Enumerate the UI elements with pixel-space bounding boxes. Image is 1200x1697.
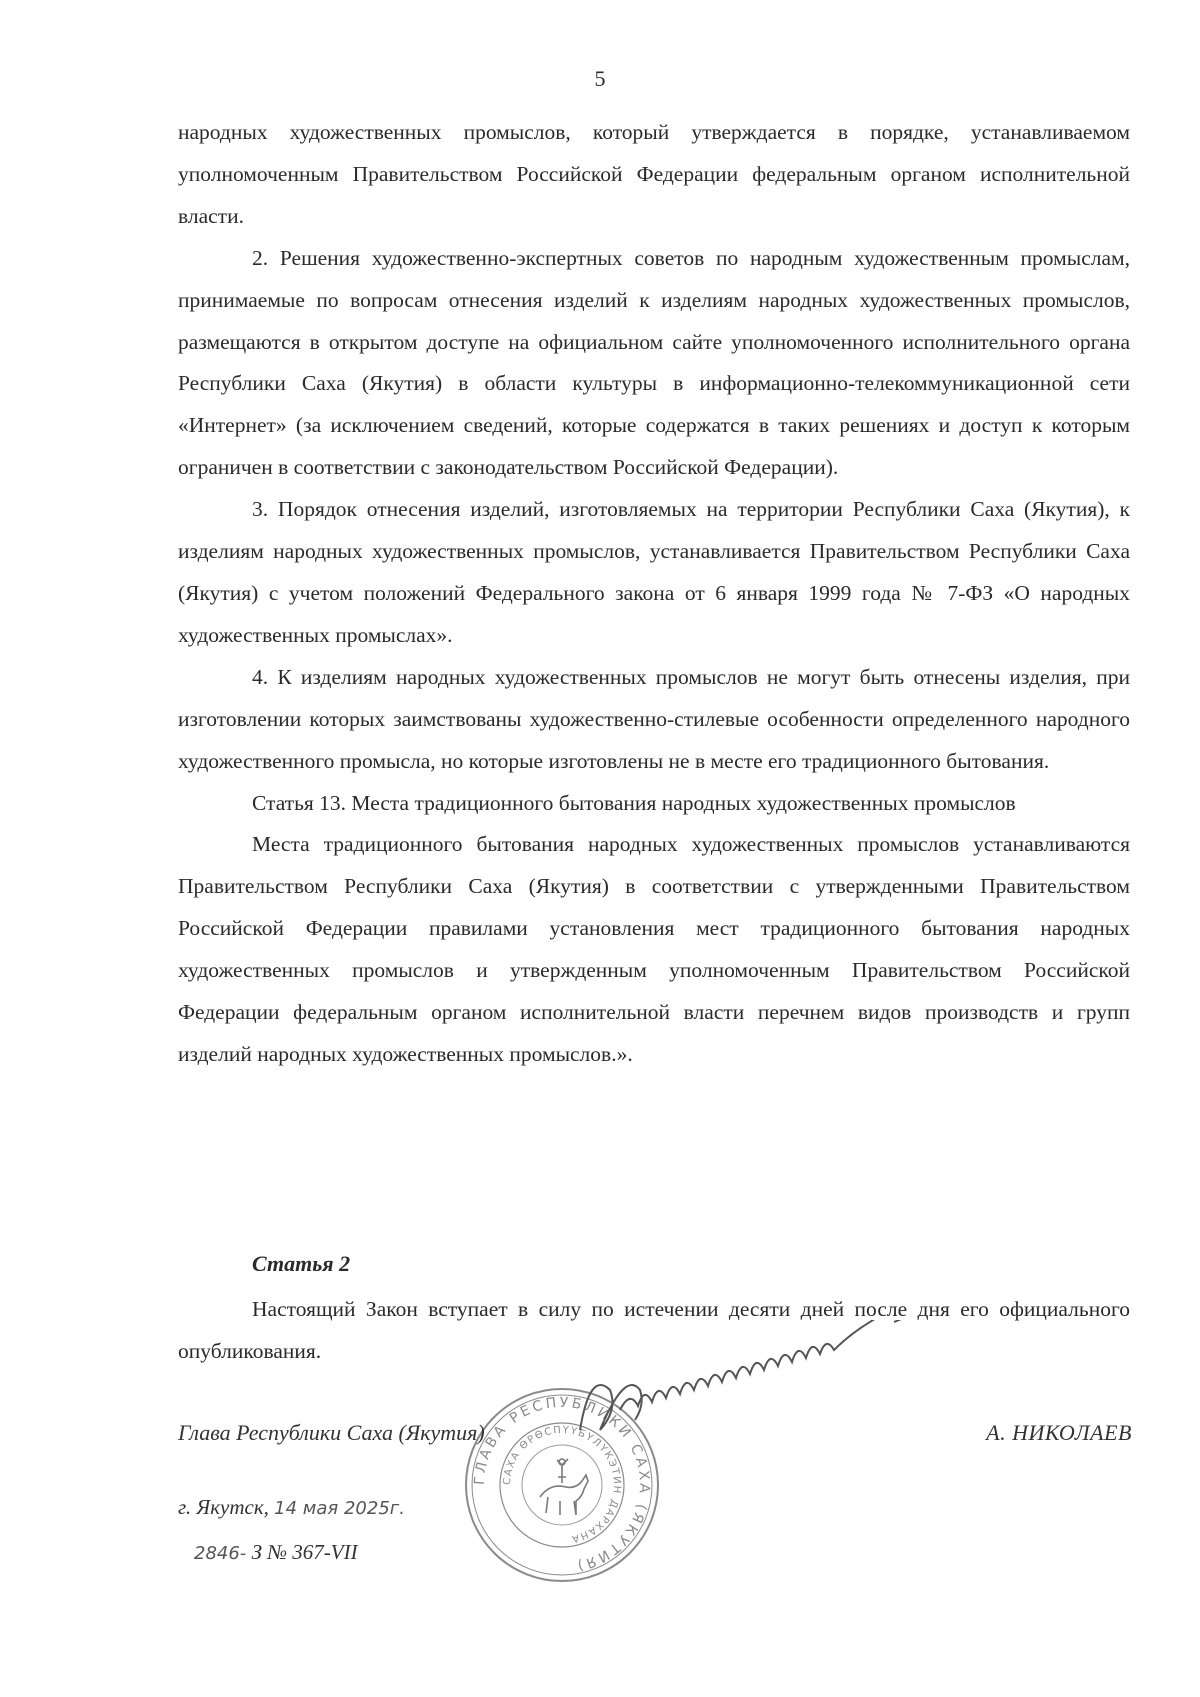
signer-title: Глава Республики Саха (Якутия) <box>178 1420 485 1445</box>
article-13-text: Места традиционного бытования народных художественных промыслов устанавливаются Правительством Республики Саха (Якутия) в соответствии с утвержденными Правительством Российской Федерации правилами установления мест традиционного бытования народных художественных промыслов и утвержденным уполномоченным Правительством Российской Федерации федеральным органом исполнительной власти перечнем видов производств и групп изделий народных художественных промыслов.». <box>178 832 1130 1066</box>
handwritten-signature <box>560 1320 1040 1460</box>
seal-inner-text: САХА ӨРӨСПҮҮБҮЛҮКЭТИН ДАРХАНА <box>501 1424 623 1545</box>
reg-number-text: З № 367-VII <box>251 1540 358 1564</box>
article-2-heading: Статья 2 <box>252 1251 351 1276</box>
article-13-heading: Статья 13. Места традиционного бытования народных художественных промыслов <box>252 790 1016 815</box>
signer-name: А. НИКОЛАЕВ <box>986 1420 1132 1445</box>
paragraph-item-2: 2. Решения художественно-экспертных советов по народным художественным промыслам, принимаемые по вопросам отнесения изделий к изделиям народных художественных промыслов, размещаются в открытом доступе на официальном сайте уполномоченного исполнительного органа Республики Саха (Якутия) в области культуры в информационно-телекоммуникационной сети «Интернет» (за исключением сведений, которые содержатся в таких решениях и доступ к которым ограничен в соответствии с законодательством Российской Федерации). <box>178 245 1130 480</box>
handwritten-reg-prefix: 2846- <box>194 1543 247 1564</box>
page-number: 5 <box>594 66 606 91</box>
handwritten-date: 14 мая 2025г. <box>274 1498 405 1519</box>
registration-number <box>194 1540 358 1565</box>
seal-outer-text: ГЛАВА РЕСПУБЛИКИ САХА (ЯКУТИЯ) <box>471 1394 653 1574</box>
law-body <box>178 112 1130 1076</box>
paragraph-item-3: 3. Порядок отнесения изделий, изготовляемых на территории Республики Саха (Якутия), к изделиям народных художественных промыслов, устанавливается Правительством Республики Саха (Якутия) с учетом положений Федерального закона от 6 января 1999 года № 7-ФЗ «О народных художественных промыслах». <box>178 497 1130 647</box>
place-prefix: г. Якутск, <box>178 1495 269 1519</box>
place-and-date <box>178 1495 405 1520</box>
paragraph-continuation: народных художественных промыслов, который утверждается в порядке, устанавливаемом уполномоченным Правительством Российской Федерации федеральным органом исполнительной власти. <box>178 120 1130 228</box>
article-2-text: Настоящий Закон вступает в силу по истечении десяти дней после дня его официального опубликования. <box>178 1297 1130 1363</box>
horse-rider-emblem-icon <box>540 1459 588 1515</box>
paragraph-item-4: 4. К изделиям народных художественных промыслов не могут быть отнесены изделия, при изготовлении которых заимствованы художественно-стилевые особенности определенного народного художественного промысла, но которые изготовлены не в месте его традиционного бытования. <box>178 664 1130 773</box>
